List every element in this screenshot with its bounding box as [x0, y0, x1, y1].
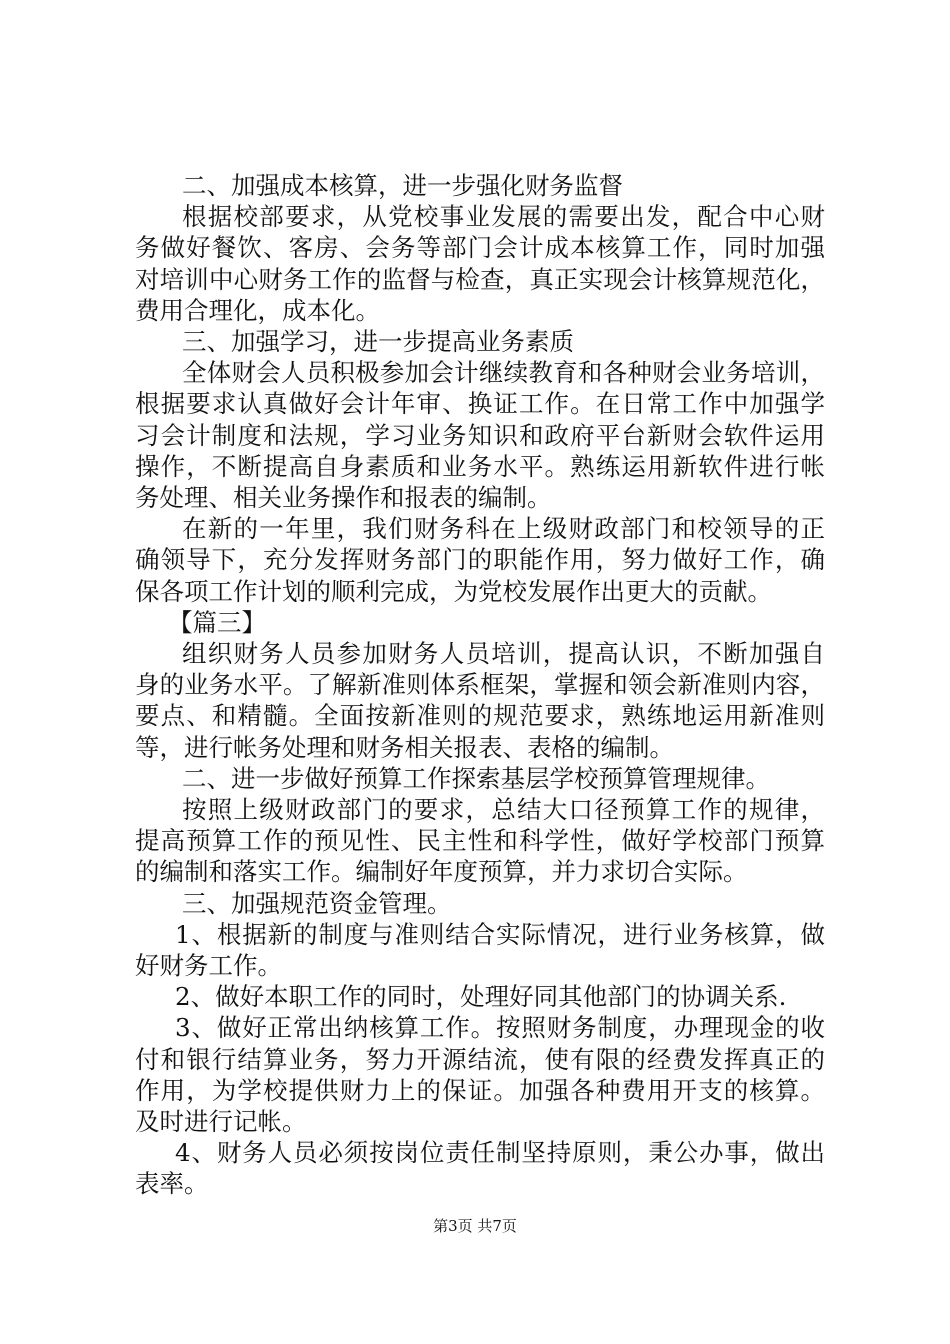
paragraph-line: 根据要求认真做好会计年审、换证工作。在日常工作中加强学: [135, 389, 825, 419]
paragraph-line: 的编制和落实工作。编制好年度预算，并力求切合实际。: [135, 857, 748, 887]
paragraph-line: 在新的一年里，我们财务科在上级财政部门和校领导的正: [182, 514, 825, 544]
section-heading: 三、加强学习，进一步提高业务素质: [182, 327, 574, 356]
paragraph-line: 费用合理化，成本化。: [135, 295, 380, 325]
paragraph-line: 确领导下，充分发挥财务部门的职能作用，努力做好工作，确: [135, 545, 825, 575]
paragraph-line: 组织财务人员参加财务人员培训，提高认识，不断加强自: [182, 639, 825, 668]
paragraph-line: 提高预算工作的预见性、民主性和科学性，做好学校部门预算: [135, 826, 825, 856]
paragraph-line: 1、根据新的制度与准则结合实际情况，进行业务核算，做: [175, 919, 825, 949]
paragraph-line: 保各项工作计划的顺利完成，为党校发展作出更大的贡献。: [135, 576, 772, 606]
paragraph-line: 操作，不断提高自身素质和业务水平。熟练运用新软件进行帐: [135, 451, 825, 481]
section-heading: 二、加强成本核算，进一步强化财务监督: [182, 171, 623, 200]
paragraph-line: 作用，为学校提供财力上的保证。加强各种费用开支的核算。: [135, 1075, 825, 1105]
paragraph-line: 付和银行结算业务，努力开源结流，使有限的经费发挥真正的: [135, 1044, 825, 1074]
paragraph-line: 2、做好本职工作的同时，处理好同其他部门的协调关系.: [175, 982, 787, 1012]
paragraph-line: 及时进行记帐。: [135, 1107, 307, 1136]
page-footer: 第3页 共7页: [433, 1217, 517, 1235]
paragraph-line: 好财务工作。: [135, 951, 282, 980]
section-heading: 二、进一步做好预算工作探索基层学校预算管理规律。: [182, 763, 770, 793]
paragraph-line: 习会计制度和法规，学习业务知识和政府平台新财会软件运用: [135, 420, 825, 450]
paragraph-line: 对培训中心财务工作的监督与检查，真正实现会计核算规范化，: [135, 264, 825, 294]
paragraph-line: 身的业务水平。了解新准则体系框架，掌握和领会新准则内容，: [135, 670, 825, 700]
paragraph-line: 4、财务人员必须按岗位责任制坚持原则，秉公办事，做出: [175, 1138, 825, 1168]
paragraph-line: 根据校部要求，从党校事业发展的需要出发，配合中心财: [182, 202, 825, 232]
paragraph-line: 要点、和精髓。全面按新准则的规范要求，熟练地运用新准则: [135, 701, 825, 731]
section-heading: 三、加强规范资金管理。: [182, 888, 452, 918]
chapter-heading: 【篇三】: [168, 607, 266, 637]
paragraph-line: 务做好餐饮、客房、会务等部门会计成本核算工作，同时加强: [135, 233, 825, 263]
paragraph-line: 等，进行帐务处理和财务相关报表、表格的编制。: [135, 732, 674, 762]
paragraph-line: 3、做好正常出纳核算工作。按照财务制度，办理现金的收: [175, 1013, 825, 1043]
paragraph-line: 务处理、相关业务操作和报表的编制。: [135, 483, 552, 512]
paragraph-line: 全体财会人员积极参加会计继续教育和各种财会业务培训，: [182, 358, 825, 388]
paragraph-line: 按照上级财政部门的要求，总结大口径预算工作的规律，: [182, 795, 825, 824]
paragraph-line: 表率。: [135, 1169, 209, 1199]
